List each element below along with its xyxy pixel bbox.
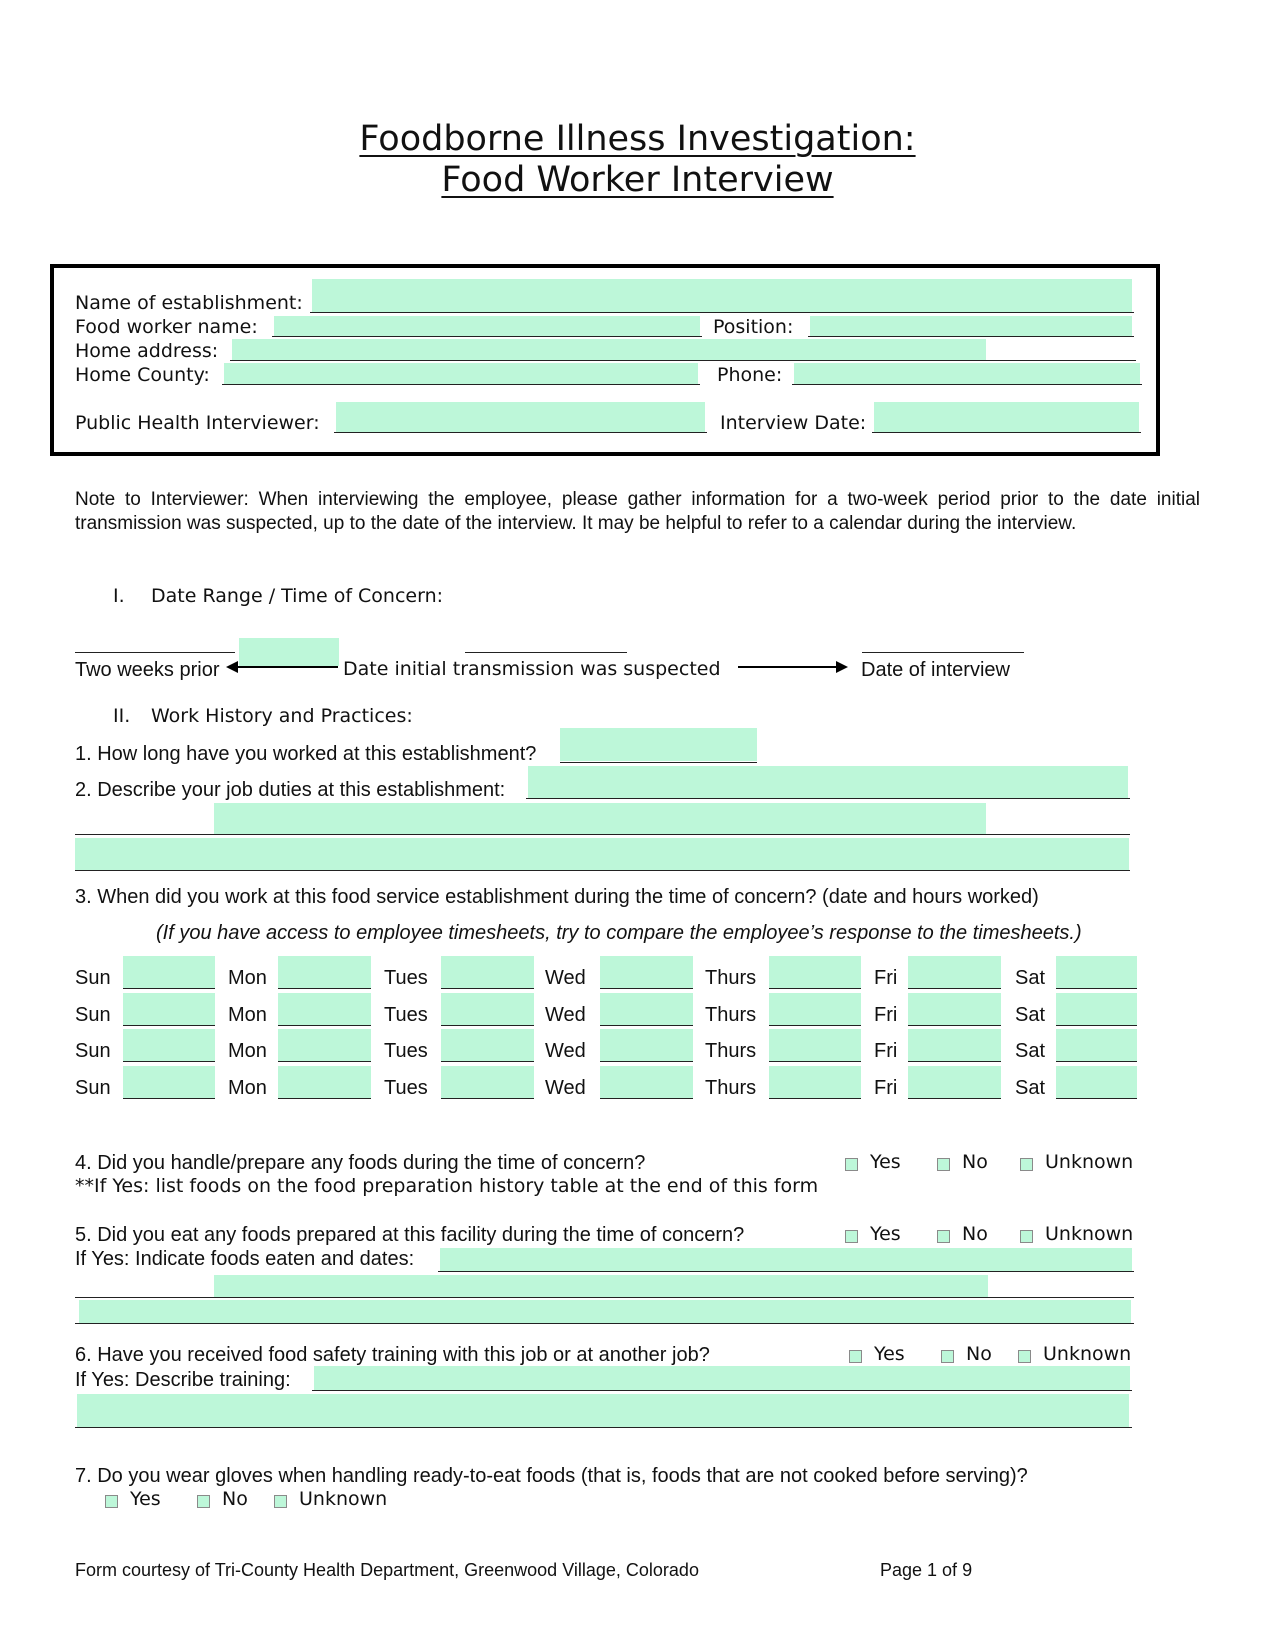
schedule-hours-underline xyxy=(441,1025,534,1026)
left-arrow-line xyxy=(236,666,338,668)
q7-unknown-label: Unknown xyxy=(299,1488,388,1510)
q7-no-checkbox[interactable] xyxy=(197,1495,210,1508)
question-6-followup: If Yes: Describe training: xyxy=(75,1369,291,1391)
schedule-hours-field[interactable] xyxy=(600,1029,693,1061)
q5-unknown-label: Unknown xyxy=(1045,1223,1134,1245)
schedule-hours-underline xyxy=(600,988,693,989)
schedule-hours-field[interactable] xyxy=(908,956,1001,988)
schedule-day-label: Mon xyxy=(228,1004,267,1026)
schedule-day-label: Sat xyxy=(1015,1004,1046,1026)
worker-name-label: Food worker name: xyxy=(75,316,258,338)
schedule-hours-field[interactable] xyxy=(1056,993,1137,1025)
schedule-hours-underline xyxy=(123,988,215,989)
interview-date-field[interactable] xyxy=(874,402,1139,432)
schedule-hours-field[interactable] xyxy=(441,993,534,1025)
q7-yes-label: Yes xyxy=(130,1488,161,1510)
interviewer-label: Public Health Interviewer: xyxy=(75,412,320,434)
right-arrow-icon xyxy=(836,661,848,673)
q7-no-label: No xyxy=(222,1488,248,1510)
question-7: 7. Do you wear gloves when handling ready-to-eat foods (that is, foods that are not cooked before serving)? xyxy=(75,1465,1028,1487)
schedule-day-label: Sat xyxy=(1015,967,1046,989)
establishment-label: Name of establishment: xyxy=(75,292,303,314)
q6-unknown-label: Unknown xyxy=(1043,1343,1132,1365)
q4-yes-checkbox[interactable] xyxy=(845,1158,858,1171)
q2-underline-3 xyxy=(75,870,1130,871)
q2-field-1[interactable] xyxy=(528,766,1128,798)
two-weeks-prior-underline xyxy=(75,652,235,653)
schedule-hours-underline xyxy=(908,1025,1001,1026)
q6-no-checkbox[interactable] xyxy=(941,1350,954,1363)
footer-page-number: Page 1 of 9 xyxy=(880,1560,973,1580)
section2-numeral: II. xyxy=(113,705,131,727)
q4-no-checkbox[interactable] xyxy=(937,1158,950,1171)
schedule-hours-underline xyxy=(123,1061,215,1062)
date-of-interview-label: Date of interview xyxy=(861,659,1010,681)
q1-underline xyxy=(560,762,757,763)
question-4-note: **If Yes: list foods on the food preparation history table at the end of this form xyxy=(75,1175,819,1197)
phone-field[interactable] xyxy=(794,363,1140,384)
schedule-day-label: Wed xyxy=(545,1004,586,1026)
q5-no-label: No xyxy=(962,1223,988,1245)
home-address-field[interactable] xyxy=(232,339,986,360)
schedule-hours-underline xyxy=(441,988,534,989)
home-address-label: Home address: xyxy=(75,340,219,362)
q6-field-2[interactable] xyxy=(77,1394,1129,1427)
schedule-hours-field[interactable] xyxy=(600,993,693,1025)
q4-unknown-checkbox[interactable] xyxy=(1020,1158,1033,1171)
date-of-interview-underline xyxy=(862,652,1024,653)
q5-field-3[interactable] xyxy=(79,1300,1131,1323)
q2-field-3[interactable] xyxy=(75,838,1129,870)
phone-label: Phone: xyxy=(717,364,783,386)
question-4: 4. Did you handle/prepare any foods during the time of concern? xyxy=(75,1152,646,1174)
schedule-hours-field[interactable] xyxy=(1056,1029,1137,1061)
q5-yes-label: Yes xyxy=(870,1223,901,1245)
two-weeks-prior-field[interactable] xyxy=(239,638,339,666)
schedule-hours-field[interactable] xyxy=(600,956,693,988)
q6-unknown-checkbox[interactable] xyxy=(1018,1350,1031,1363)
schedule-hours-underline xyxy=(278,1061,371,1062)
schedule-hours-field[interactable] xyxy=(441,956,534,988)
schedule-hours-field[interactable] xyxy=(769,1029,861,1061)
schedule-hours-field[interactable] xyxy=(278,1066,371,1098)
schedule-day-label: Wed xyxy=(545,1040,586,1062)
schedule-hours-field[interactable] xyxy=(123,956,215,988)
q5-no-checkbox[interactable] xyxy=(937,1230,950,1243)
interview-date-label: Interview Date: xyxy=(720,412,867,434)
q5-underline-3 xyxy=(75,1323,1134,1324)
interview-date-underline xyxy=(872,432,1141,433)
q4-unknown-label: Unknown xyxy=(1045,1151,1134,1173)
q6-underline-1 xyxy=(312,1390,1132,1391)
date-initial-underline xyxy=(465,652,627,653)
question-3-note: (If you have access to employee timesheets, try to compare the employee’s response to the timesheets.) xyxy=(156,922,1082,944)
schedule-day-label: Wed xyxy=(545,967,586,989)
schedule-hours-field[interactable] xyxy=(908,993,1001,1025)
schedule-day-label: Fri xyxy=(874,967,898,989)
schedule-hours-underline xyxy=(908,988,1001,989)
q6-underline-2 xyxy=(75,1427,1132,1428)
schedule-day-label: Sun xyxy=(75,1004,111,1026)
question-6: 6. Have you received food safety training with this job or at another job? xyxy=(75,1344,710,1366)
q2-field-2[interactable] xyxy=(214,803,986,834)
schedule-hours-field[interactable] xyxy=(441,1066,534,1098)
section1-title: Date Range / Time of Concern: xyxy=(151,585,444,607)
schedule-day-label: Sat xyxy=(1015,1040,1046,1062)
schedule-hours-underline xyxy=(1056,988,1137,989)
schedule-hours-field[interactable] xyxy=(769,1066,861,1098)
schedule-day-label: Fri xyxy=(874,1077,898,1099)
schedule-day-label: Sun xyxy=(75,967,111,989)
interviewer-field[interactable] xyxy=(336,402,705,432)
question-5-followup: If Yes: Indicate foods eaten and dates: xyxy=(75,1248,415,1270)
schedule-hours-underline xyxy=(769,988,861,989)
schedule-day-label: Thurs xyxy=(705,1040,757,1062)
schedule-hours-field[interactable] xyxy=(123,993,215,1025)
q4-no-label: No xyxy=(962,1151,988,1173)
schedule-day-label: Thurs xyxy=(705,1077,757,1099)
two-weeks-prior-label: Two weeks prior xyxy=(75,659,220,681)
home-address-underline xyxy=(230,360,1136,361)
home-county-field[interactable] xyxy=(224,363,698,384)
schedule-hours-underline xyxy=(123,1025,215,1026)
schedule-day-label: Tues xyxy=(384,1040,428,1062)
q6-no-label: No xyxy=(966,1343,992,1365)
schedule-hours-underline xyxy=(769,1025,861,1026)
schedule-hours-underline xyxy=(908,1061,1001,1062)
form-title-line2: Food Worker Interview xyxy=(441,160,834,200)
schedule-hours-underline xyxy=(278,1098,371,1099)
schedule-hours-field[interactable] xyxy=(1056,956,1137,988)
schedule-hours-underline xyxy=(908,1098,1001,1099)
schedule-hours-underline xyxy=(1056,1025,1137,1026)
position-label: Position: xyxy=(713,316,794,338)
worker-name-field[interactable] xyxy=(274,316,700,337)
right-arrow-line xyxy=(738,666,838,668)
schedule-hours-underline xyxy=(1056,1098,1137,1099)
schedule-day-label: Mon xyxy=(228,1077,267,1099)
q5-field-1b[interactable] xyxy=(986,1248,1132,1271)
schedule-hours-underline xyxy=(123,1098,215,1099)
schedule-day-label: Wed xyxy=(545,1077,586,1099)
schedule-day-label: Tues xyxy=(384,1077,428,1099)
schedule-hours-underline xyxy=(278,988,371,989)
schedule-hours-underline xyxy=(600,1025,693,1026)
home-county-underline xyxy=(222,384,700,385)
position-field[interactable] xyxy=(810,316,1132,337)
home-county-label: Home County: xyxy=(75,364,210,386)
q5-yes-checkbox[interactable] xyxy=(845,1230,858,1243)
form-title-line1: Foodborne Illness Investigation: xyxy=(359,119,916,159)
q5-unknown-checkbox[interactable] xyxy=(1020,1230,1033,1243)
establishment-field[interactable] xyxy=(312,279,1132,312)
worker-name-underline xyxy=(272,336,702,337)
schedule-hours-underline xyxy=(441,1098,534,1099)
schedule-hours-underline xyxy=(278,1025,371,1026)
schedule-day-label: Tues xyxy=(384,1004,428,1026)
q5-field-2[interactable] xyxy=(214,1275,988,1297)
schedule-hours-underline xyxy=(441,1061,534,1062)
phone-underline xyxy=(792,384,1142,385)
q7-unknown-checkbox[interactable] xyxy=(274,1495,287,1508)
schedule-day-label: Mon xyxy=(228,1040,267,1062)
establishment-underline xyxy=(310,312,1134,313)
q2-underline-1 xyxy=(526,798,1130,799)
q6-field-1[interactable] xyxy=(314,1366,1130,1390)
schedule-day-label: Thurs xyxy=(705,1004,757,1026)
question-5: 5. Did you eat any foods prepared at this facility during the time of concern? xyxy=(75,1224,745,1246)
schedule-hours-field[interactable] xyxy=(769,956,861,988)
schedule-hours-field[interactable] xyxy=(600,1066,693,1098)
schedule-hours-field[interactable] xyxy=(769,993,861,1025)
schedule-day-label: Fri xyxy=(874,1040,898,1062)
schedule-hours-underline xyxy=(769,1098,861,1099)
date-initial-label: Date initial transmission was suspected xyxy=(343,658,721,680)
q1-field[interactable] xyxy=(560,728,757,761)
question-3: 3. When did you work at this food service establishment during the time of concern? (date and hours worked) xyxy=(75,886,1039,908)
q7-yes-checkbox[interactable] xyxy=(105,1495,118,1508)
schedule-hours-field[interactable] xyxy=(1056,1066,1137,1098)
q5-underline-1 xyxy=(438,1271,1134,1272)
question-1: 1. How long have you worked at this establishment? xyxy=(75,743,537,765)
schedule-hours-underline xyxy=(769,1061,861,1062)
schedule-hours-underline xyxy=(600,1098,693,1099)
q6-yes-checkbox[interactable] xyxy=(849,1350,862,1363)
schedule-day-label: Sun xyxy=(75,1040,111,1062)
interviewer-note: Note to Interviewer: When interviewing the employee, please gather information for a two-week period prior to the date initial transmission was suspected, up to the date of the interview. It may be helpful to refer to a calendar during the interview. xyxy=(75,489,1200,534)
schedule-hours-underline xyxy=(1056,1061,1137,1062)
schedule-hours-field[interactable] xyxy=(908,1029,1001,1061)
schedule-hours-field[interactable] xyxy=(278,1029,371,1061)
schedule-hours-field[interactable] xyxy=(278,956,371,988)
q5-field-1[interactable] xyxy=(440,1248,986,1271)
q2-underline-2 xyxy=(75,834,1130,835)
schedule-day-label: Sun xyxy=(75,1077,111,1099)
schedule-hours-field[interactable] xyxy=(908,1066,1001,1098)
schedule-day-label: Fri xyxy=(874,1004,898,1026)
section1-numeral: I. xyxy=(113,585,125,607)
q4-yes-label: Yes xyxy=(870,1151,901,1173)
schedule-day-label: Sat xyxy=(1015,1077,1046,1099)
q6-yes-label: Yes xyxy=(874,1343,905,1365)
schedule-hours-underline xyxy=(600,1061,693,1062)
schedule-hours-field[interactable] xyxy=(123,1066,215,1098)
footer-courtesy: Form courtesy of Tri-County Health Department, Greenwood Village, Colorado xyxy=(75,1560,699,1580)
section2-title: Work History and Practices: xyxy=(151,705,413,727)
schedule-day-label: Tues xyxy=(384,967,428,989)
schedule-hours-field[interactable] xyxy=(123,1029,215,1061)
schedule-hours-field[interactable] xyxy=(278,993,371,1025)
interviewer-underline xyxy=(334,432,707,433)
question-2: 2. Describe your job duties at this establishment: xyxy=(75,779,506,801)
schedule-day-label: Mon xyxy=(228,967,267,989)
q5-underline-2 xyxy=(75,1297,1134,1298)
schedule-hours-field[interactable] xyxy=(441,1029,534,1061)
schedule-day-label: Thurs xyxy=(705,967,757,989)
position-underline xyxy=(808,336,1134,337)
